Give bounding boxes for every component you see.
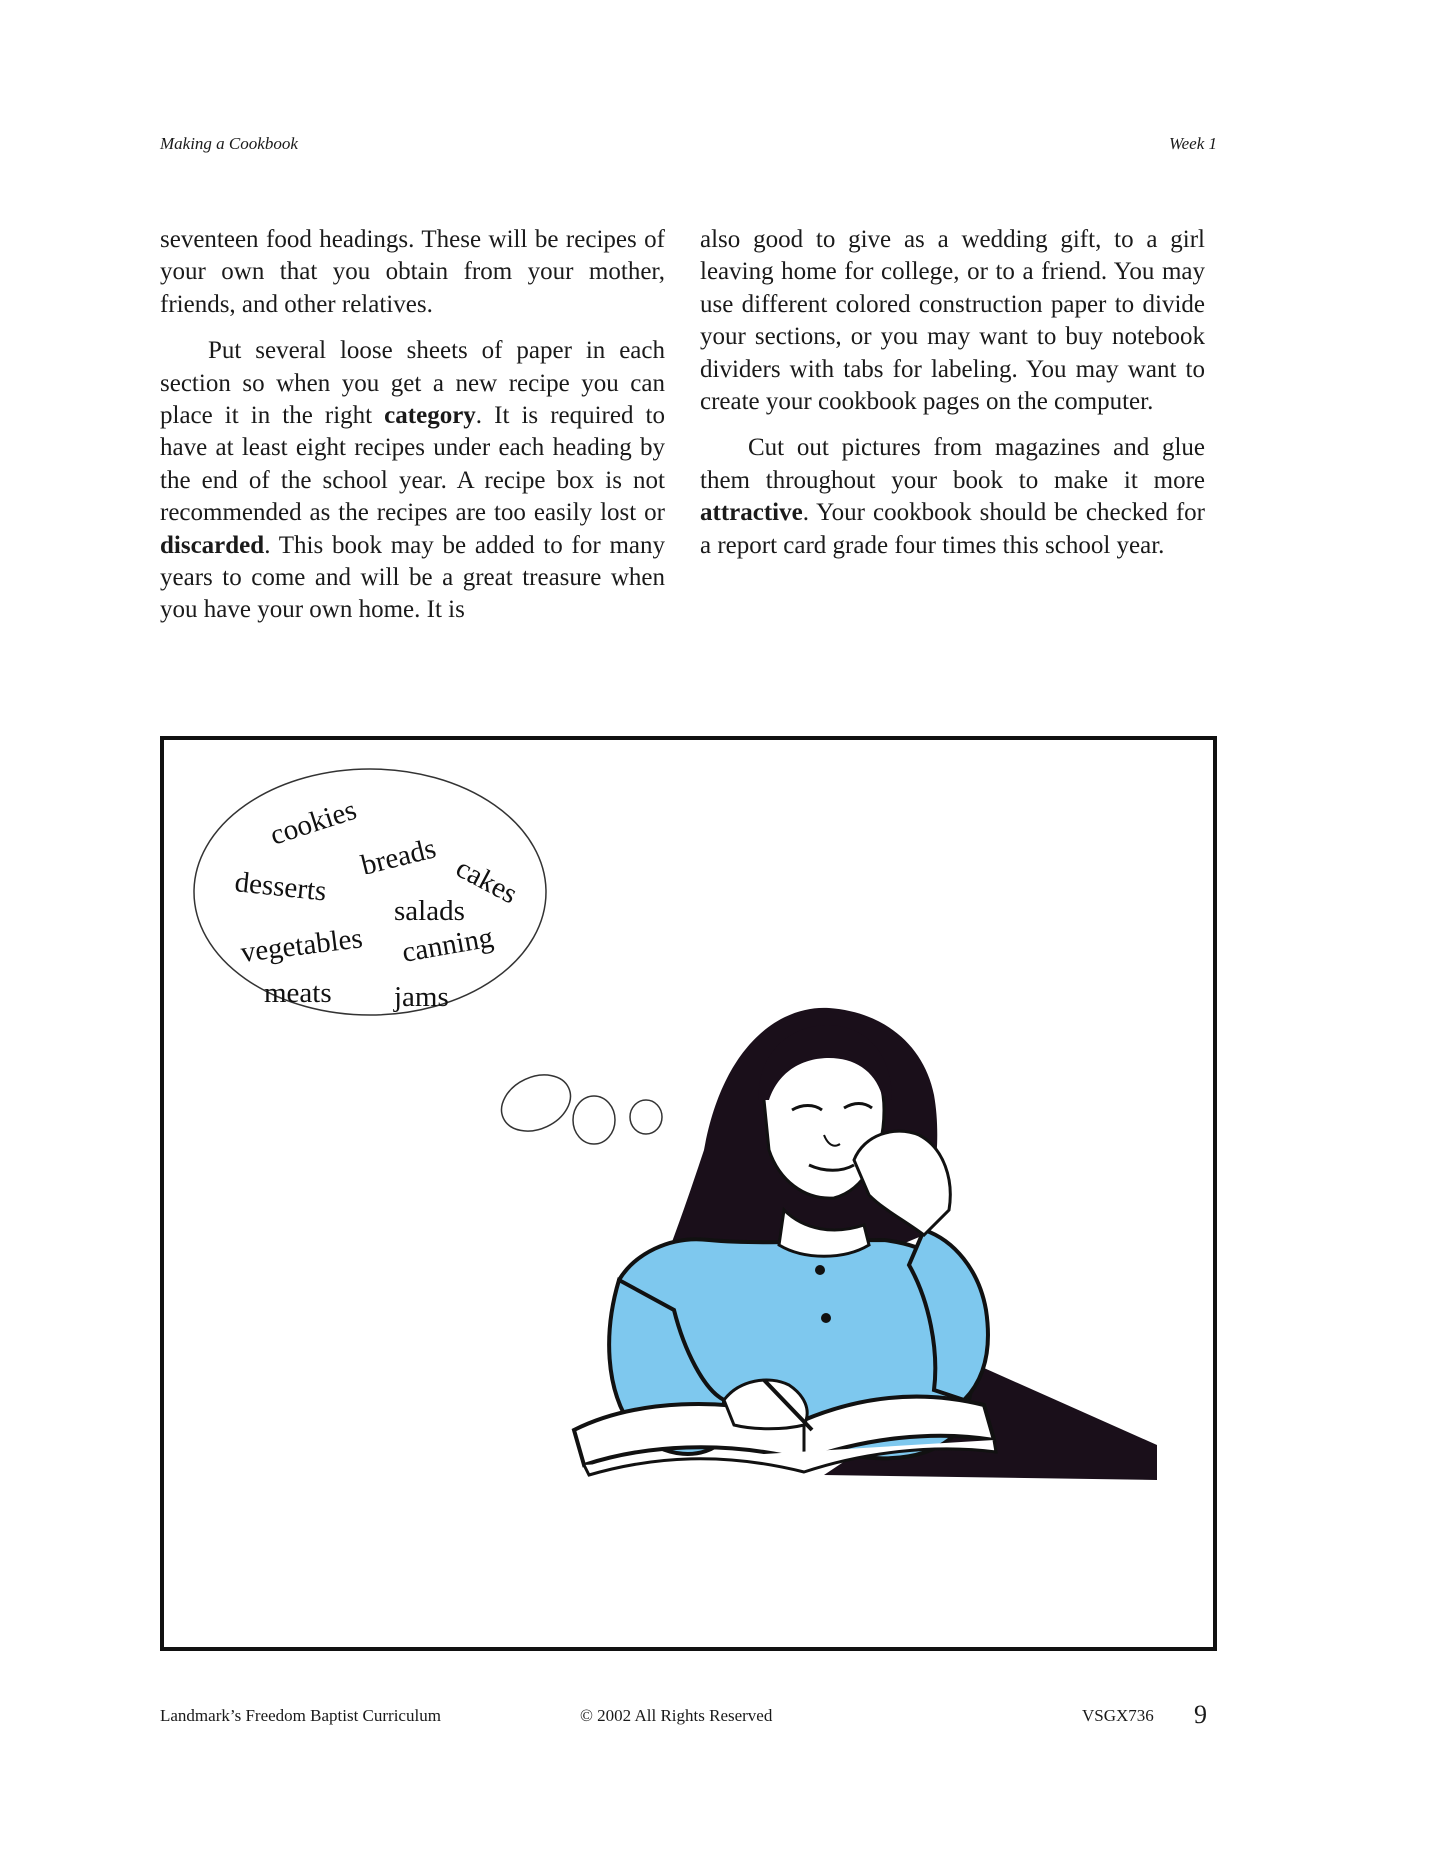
running-header <box>160 134 1217 158</box>
word-desserts: desserts <box>233 866 328 908</box>
button <box>821 1313 831 1323</box>
paragraph <box>160 335 665 627</box>
footer-curriculum: Landmark’s Freedom Baptist Curriculum <box>160 1706 441 1725</box>
text-run: . Your cookbook should be checked for a report card grade four times this school year. <box>700 499 1205 559</box>
right-column <box>700 224 1205 576</box>
word-cookies: cookies <box>266 793 361 852</box>
word-jams: jams <box>394 981 449 1013</box>
button <box>815 1265 825 1275</box>
text-run: Put several loose sheets of paper in each section so when you get a new recipe you can place it in the right <box>160 337 665 430</box>
bold-term: discarded <box>160 531 265 559</box>
paragraph: also good to give as a wedding gift, to a girl leaving home for college, or to a friend. You may use different colored construction paper to divide your sections, or you may want to buy notebook dividers with tabs for labeling. You may want to create your cookbook pages on the computer. <box>700 226 1205 416</box>
text-run: . This book may be added to for many years to come and will be a great treasure when you have your own home. It is <box>160 531 665 624</box>
page-number: 9 <box>1194 1700 1207 1729</box>
word-canning: canning <box>399 921 496 969</box>
thought-bubble-small <box>492 1064 579 1142</box>
left-column <box>160 224 665 641</box>
word-meats: meats <box>264 977 332 1009</box>
footer-copyright: © 2002 All Rights Reserved <box>580 1706 773 1725</box>
word-salads: salads <box>394 895 465 927</box>
word-vegetables: vegetables <box>238 922 365 969</box>
thought-bubble-small <box>573 1096 615 1144</box>
bold-term: attractive <box>700 499 803 527</box>
bold-term: category <box>384 402 476 430</box>
footer-code: VSGX736 <box>1082 1706 1154 1725</box>
girl-thinking-illustration <box>164 740 1213 1647</box>
paragraph: seventeen food headings. These will be recipes of your own that you obtain from your mother, friends, and other relatives. <box>160 226 665 318</box>
page-footer <box>160 1702 1217 1732</box>
text-run: Cut out pictures from magazines and glue them throughout your book to make it more <box>700 434 1205 494</box>
word-cakes: cakes <box>450 851 523 911</box>
illustration-frame <box>160 736 1217 1651</box>
header-week: Week 1 <box>1169 134 1217 153</box>
text-run: . It is required to have at least eight recipes under each heading by the end of the school year. A recipe box is not recommended as the recipes are too easily lost or <box>160 402 665 527</box>
thought-bubble-small <box>630 1100 662 1134</box>
paragraph <box>700 432 1205 562</box>
word-breads: breads <box>357 832 440 882</box>
header-title: Making a Cookbook <box>160 134 298 153</box>
